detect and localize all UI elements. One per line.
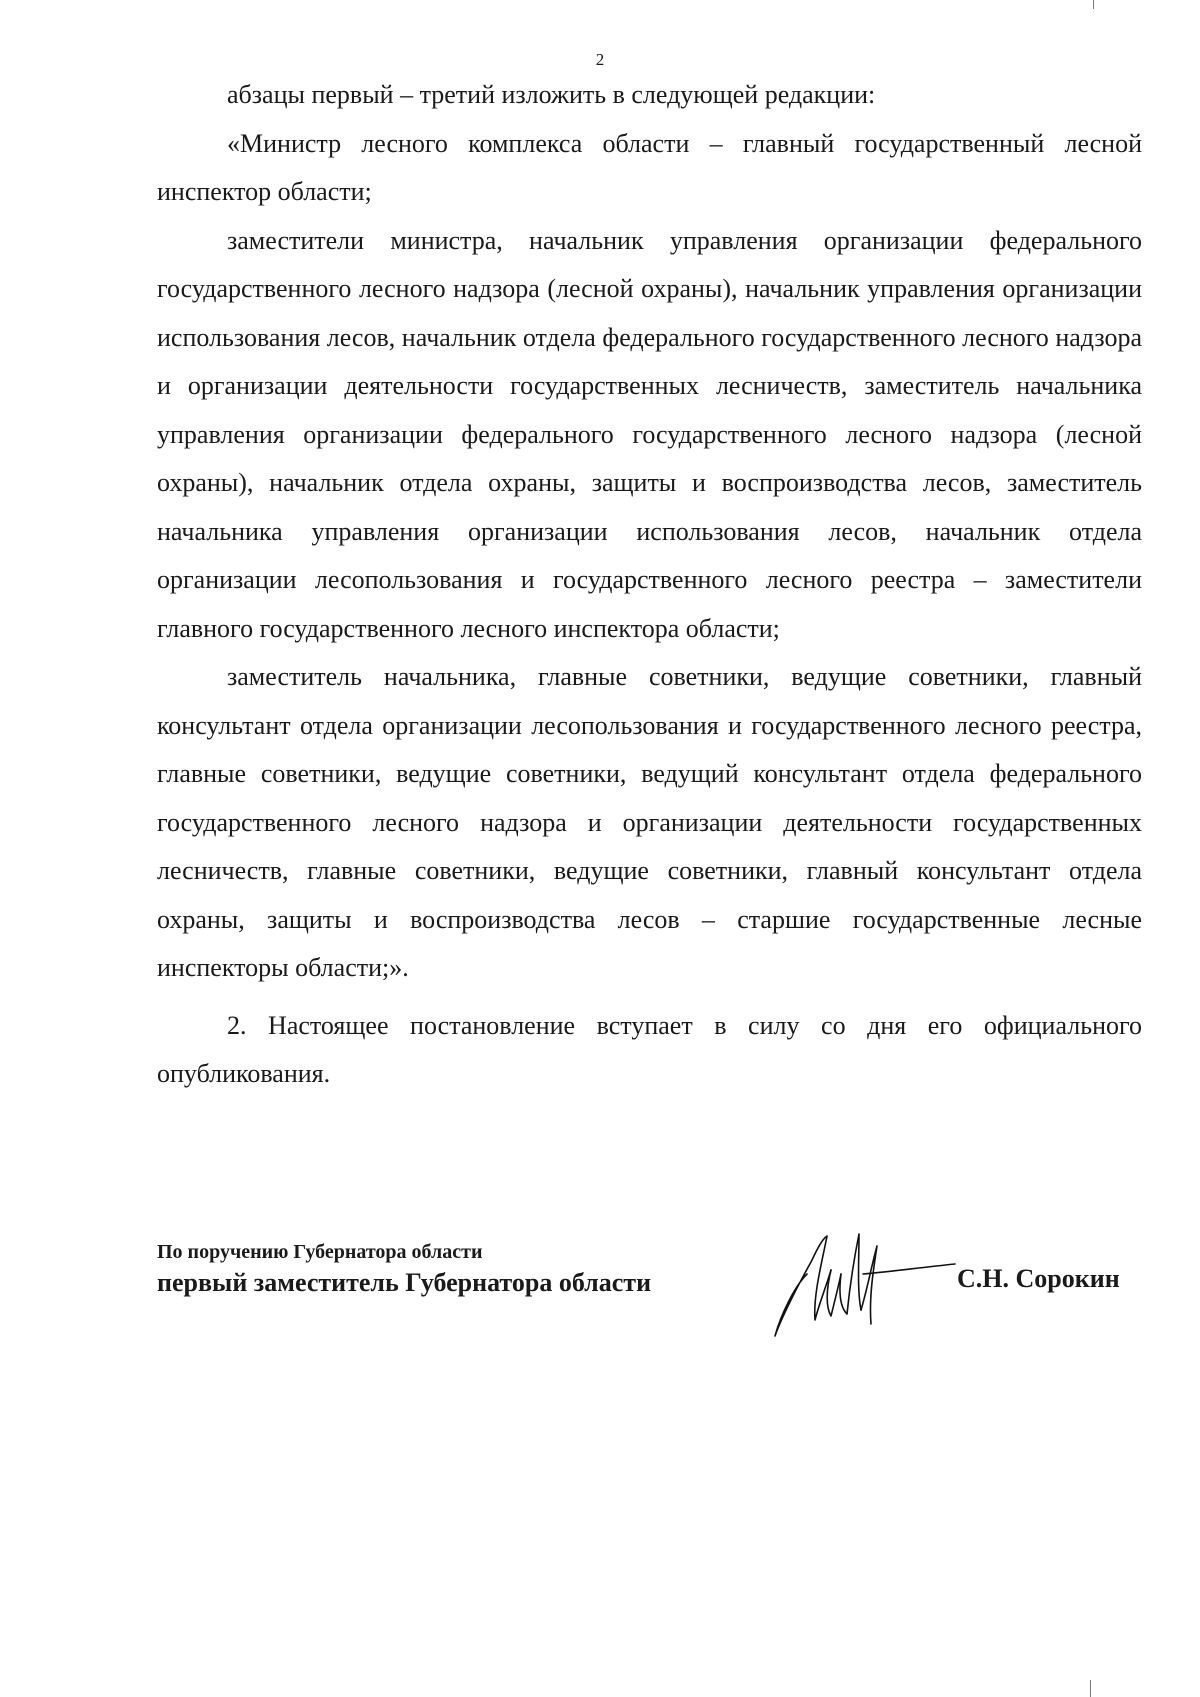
signatory-title <box>157 1238 651 1300</box>
signatory-name: С.Н. Сорокин <box>957 1264 1120 1293</box>
paragraph-minister: «Министр лесного комплекса области – главный государственный лесной инспектор области; <box>157 128 1142 206</box>
document-body <box>157 71 1142 1099</box>
paragraph-deputies: заместители министра, начальник управления организации федерального государственного лесного надзора (лесной охраны), начальник управления организации использования лесов, начальник отдела федерального государственного лесного надзора и организации деятельности государственных лесничеств, заместитель начальника управления организации федерального государственного лесного надзора (лесной охраны), начальник отдела охраны, защиты и воспроизводства лесов, заместитель начальника управления организации использования лесов, начальник отдела организации лесопользования и государственного лесного реестра – заместители главного государственного лесного инспектора области; <box>157 225 1142 643</box>
signatory-position-line: первый заместитель Губернатора области <box>157 1268 652 1297</box>
paragraph-senior-inspectors: заместитель начальника, главные советники, ведущие советники, главный консультант отдела организации лесопользования и государственного лесного реестра, главные советники, ведущие советники, ведущий консультант отдела федерального государственного лесного надзора и организации деятельности государственных лесничеств, главные советники, ведущие советники, главный консультант отдела охраны, защиты и воспроизводства лесов – старшие государственные лесные инспекторы области;». <box>157 662 1142 982</box>
handwritten-signature <box>767 1224 957 1342</box>
signatory-authority-line: По поручению Губернатора области <box>157 1241 483 1263</box>
paragraph-effective-date: 2. Настоящее постановление вступает в силу со дня его официального опубликования. <box>157 1010 1142 1088</box>
page-number: 2 <box>595 50 605 69</box>
scan-edge-mark <box>1090 1680 1091 1697</box>
signature-block <box>157 1238 1142 1368</box>
scan-edge-mark <box>1093 0 1094 9</box>
paragraph-intro: абзацы первый – третий изложить в следующей редакции: <box>227 80 876 109</box>
